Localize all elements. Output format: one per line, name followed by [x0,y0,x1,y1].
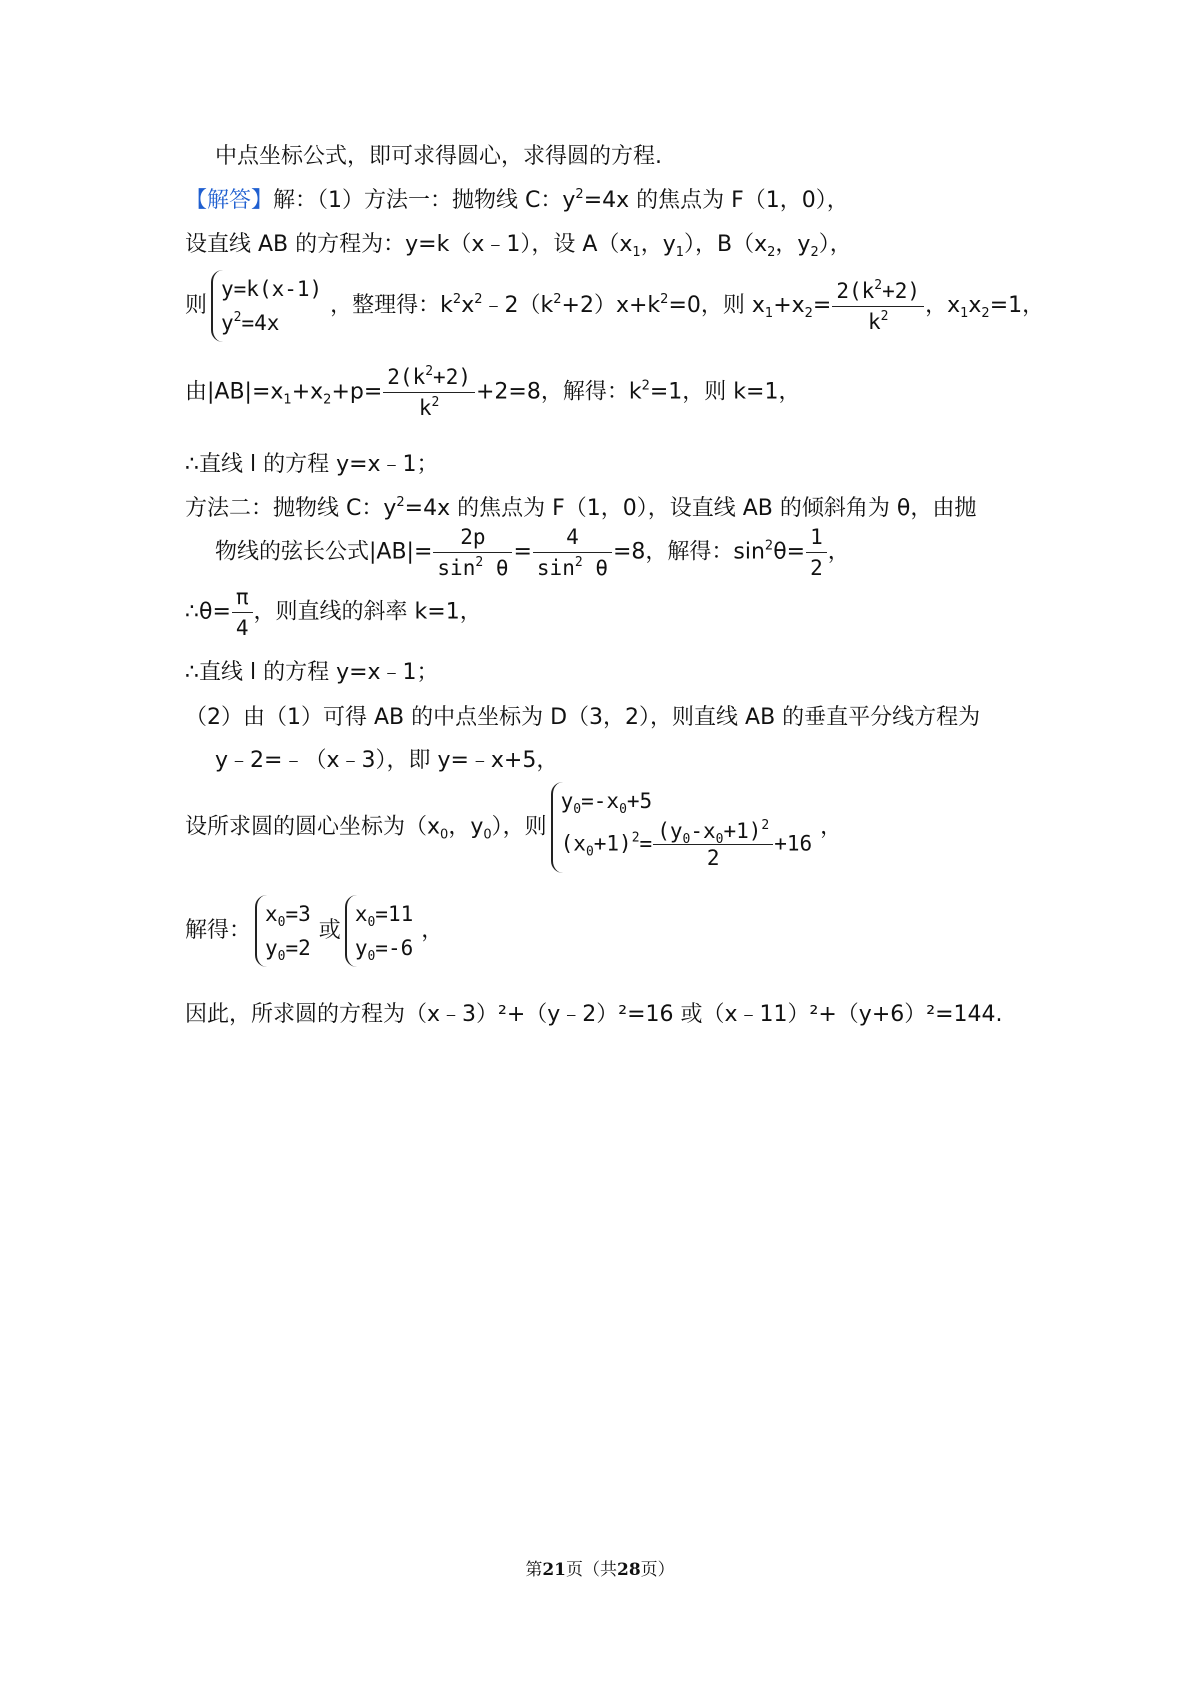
line-8: 物线的弦长公式|AB|= $\frac{2p}{\sin^2 \theta}$ = $\frac{4}{\sin^2 \theta}$ =8，解得：$\sin^2\theta=$ $\frac{1}{2}$ ， [215,522,850,583]
fraction-6: $\frac{\pi}{4}$ [232,582,253,643]
line-12: y﹣2=﹣（x﹣3），即 y=﹣x+5， [215,748,559,773]
line-9: ∴θ= $\frac{\pi}{4}$ ，则直线的斜率 k=1， [185,582,482,643]
fraction-2: $\frac{2(k^2+2)}{k^2}$ [383,362,475,423]
solution-system-1: $x_0=3$ $y_0=2$ [255,895,315,967]
line-5: 由$|AB|=x_1+x_2+p=$ $\frac{2(k^2+2)}{k^2}$ +2=8，解得：$k^2=1$，则 k=1， [185,362,800,423]
line-1: 中点坐标公式，即可求得圆心，求得圆的方程. [215,144,662,169]
page-number: 21 [542,1560,566,1580]
fraction-5: $\frac{1}{2}$ [806,522,827,583]
fraction-3: $\frac{2p}{\sin^2 \theta}$ [433,522,512,583]
fraction-4: $\frac{4}{\sin^2 \theta}$ [533,522,612,583]
line-6: ∴直线 l 的方程 y=x﹣1； [185,452,439,477]
line-3: 设直线 AB 的方程为：y=k（x﹣1），设 $A(x_1$，$y_1$），$B(x_2$，$y_2$）， [185,232,852,260]
page-total: 28 [617,1560,641,1580]
line-11: （2）由（1）可得 AB 的中点坐标为 D（3，2），则直线 AB 的垂直平分线方程为 [185,705,981,730]
line-4: 则 y=k(x-1) $y^2=4x$ ，整理得：$k^2x^2﹣2(k^2+2)x+k^2=0$，则 $x_1+x_2=$ $\frac{2(k^2+2)}{k^2}$ ，$x_1x_2=1$， [185,270,1044,342]
page-footer: 第21页（共28页） [525,1560,675,1580]
line-10: ∴直线 l 的方程 y=x﹣1； [185,660,439,685]
line-14: 解得： $x_0=3$ $y_0=2$ 或 $x_0=11$ $y_0=-6$ ， [185,895,443,967]
solution-system-2: $x_0=11$ $y_0=-6$ [345,895,417,967]
equation-system-1: y=k(x-1) $y^2=4x$ [211,270,326,342]
equation-system-2: $y_0=-x_0+5$ $(x_0+1)^2=$ $\frac{(y_0-x_0+1)^2}{2}$ +16 [551,782,817,873]
line-15: 因此，所求圆的方程为（x﹣3）²+（y﹣2）²=16 或（x﹣11）²+（y+6）²=144. [185,1002,1003,1027]
fraction-7: $\frac{(y_0-x_0+1)^2}{2}$ [653,818,773,871]
answer-tag: 【解答】 [185,188,274,213]
line-13: 设所求圆的圆心坐标为（$x_0$，$y_0$），则 $y_0=-x_0+5$ $(x_0+1)^2=$ $\frac{(y_0-x_0+1)^2}{2}$ +16 ， [185,782,842,873]
line-2: 【解答】解：（1）方法一：抛物线 C：$y^2=4x$ 的焦点为 F（1，0）， [185,187,849,213]
fraction-1: $\frac{2(k^2+2)}{k^2}$ [832,276,924,337]
line-7: 方法二：抛物线 C：$y^2=4x$ 的焦点为 F（1，0），设直线 AB 的倾斜角为 θ，由抛 [185,495,977,521]
